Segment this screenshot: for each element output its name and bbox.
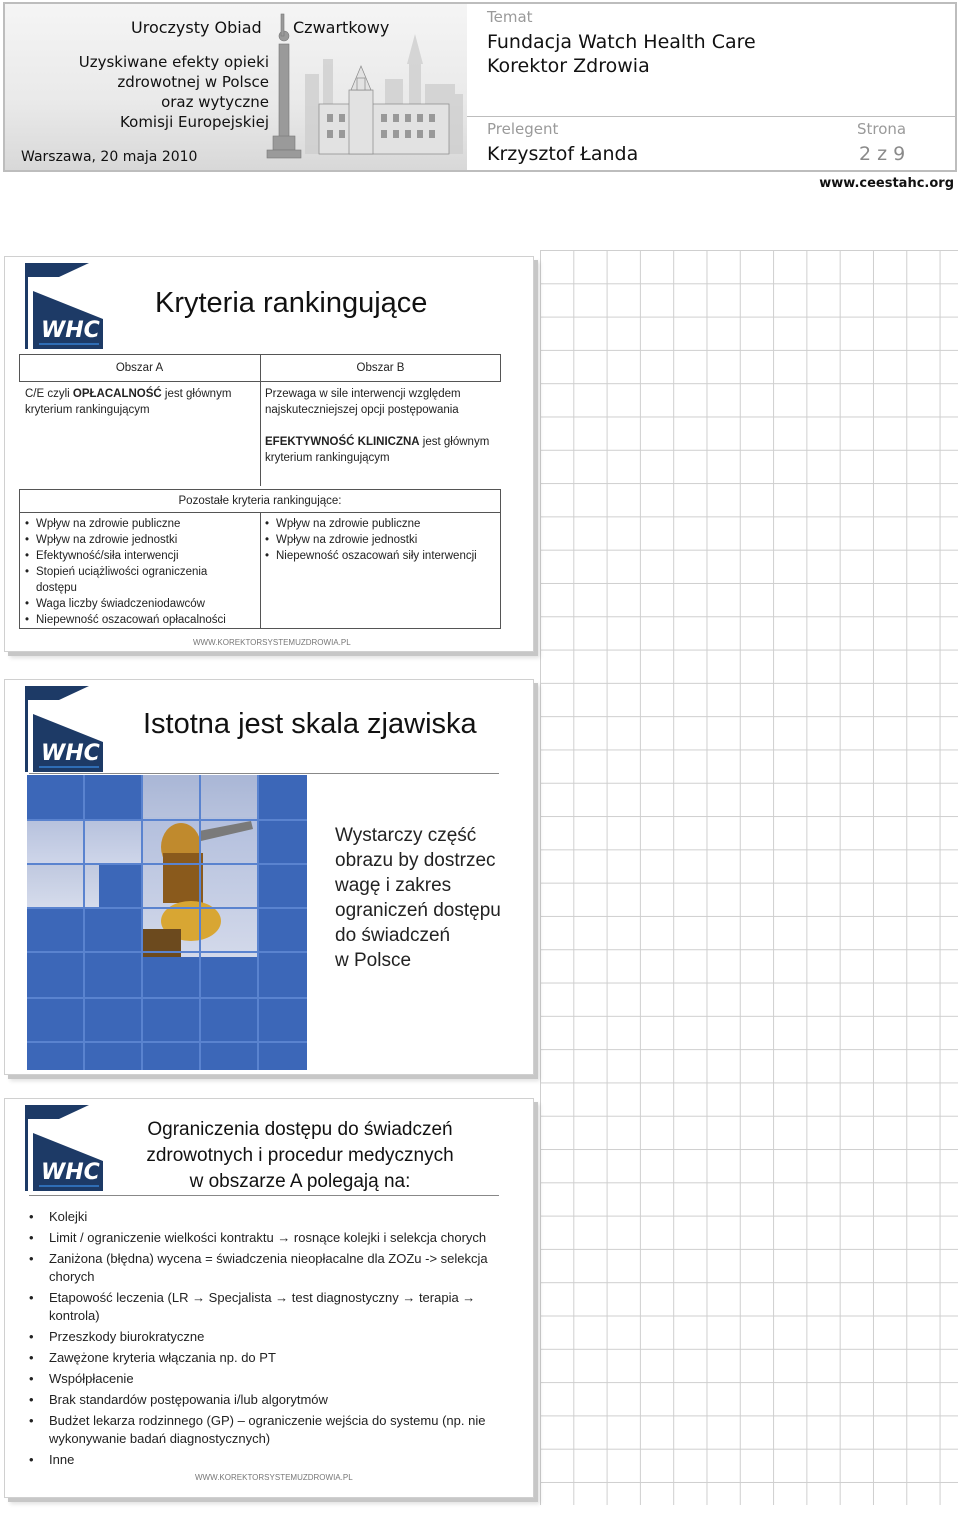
event-title-line1: Uroczysty Obiad [131, 18, 262, 37]
area-b-description: Przewaga w sile interwencji względem najskuteczniejszej opcji postępowania EFEKTYWNOŚĆ KLINICZNA jest głównym kryterium rankingującym [265, 388, 490, 464]
header-left-panel [5, 4, 467, 170]
text-line: obrazu by dostrzec [335, 850, 496, 871]
subtitle-line: Komisji Europejskiej [120, 113, 269, 131]
speaker-name: Krzysztof Łanda [487, 143, 639, 165]
list-item: • Inne [29, 1451, 499, 1469]
list-item: • Niepewność oszacowań siły interwencji [265, 548, 497, 564]
list-item: • Przeszkody biurokratyczne [29, 1328, 499, 1346]
list-item: • Brak standardów postępowania i/lub algorytmów [29, 1391, 499, 1409]
slide-footer-url: WWW.KOREKTORSYSTEMUZDROWIA.PL [193, 638, 351, 647]
other-criteria-header: Pozostałe kryteria rankingujące: [178, 495, 342, 507]
area-b-header: Obszar B [356, 362, 405, 374]
page-label: Strona [857, 120, 907, 138]
divider [260, 513, 261, 629]
header-banner [3, 2, 957, 172]
website-link[interactable]: www.ceestahc.org [819, 176, 954, 191]
header-divider [467, 116, 955, 117]
limitations-list [29, 1208, 499, 1472]
statue-mosaic-image [27, 775, 307, 1070]
event-subtitle [45, 52, 269, 132]
text-line: ograniczeń dostępu [335, 900, 501, 921]
slide-access-limitations [4, 1098, 534, 1498]
divider [260, 382, 261, 486]
speaker-label: Prelegent [487, 120, 559, 138]
slide-ranking-criteria [4, 256, 534, 652]
slide-title: Kryteria rankingujące [155, 287, 428, 319]
area-a-description: C/E czyli OPŁACALNOŚĆ jest głównym kryterium rankingującym [25, 388, 232, 416]
text-line: w Polsce [335, 950, 412, 971]
event-title-line2: Czwartkowy [293, 18, 390, 37]
title-underline [29, 773, 499, 774]
area-a-header: Obszar A [115, 362, 164, 374]
list-item: • Waga liczby świadczeniodawców [25, 596, 253, 612]
title-line: zdrowotnych i procedur medycznych [146, 1145, 454, 1166]
slide-title [145, 1117, 455, 1195]
text-line: wagę i zakres [335, 875, 452, 896]
svg-text:WHC: WHC [41, 318, 100, 343]
whc-logo-icon [19, 263, 105, 349]
topic-line: Fundacja Watch Health Care [487, 31, 756, 53]
text-line: Wystarczy część [335, 825, 477, 846]
other-criteria-a [25, 516, 253, 628]
other-criteria-b [265, 516, 497, 564]
title-underline [29, 1195, 499, 1196]
slide-body-text [335, 823, 501, 973]
whc-logo-icon [19, 1105, 105, 1191]
page-number: 2 z 9 [859, 143, 906, 165]
text-line: do świadczeń [335, 925, 451, 946]
list-item: • Kolejki [29, 1208, 499, 1226]
slide-scale-of-phenomenon [4, 679, 534, 1075]
list-item: • Budżet lekarza rodzinnego (GP) – ograniczenie wejścia do systemu (np. nie wykonywanie badań diagnostycznych) [29, 1412, 499, 1448]
list-item: • Wpływ na zdrowie publiczne [25, 516, 253, 532]
list-item: • Etapowość leczenia (LR → Specjalista → test diagnostyczny → terapia → kontrola) [29, 1289, 499, 1325]
list-item: • Limit / ograniczenie wielkości kontraktu → rosnące kolejki i selekcja chorych [29, 1229, 499, 1247]
topic-line: Korektor Zdrowia [487, 55, 650, 77]
notes-grid [540, 250, 958, 1505]
event-date: Warszawa, 20 maja 2010 [21, 149, 198, 165]
list-item: • Zaniżona (błędna) wycena = świadczenia nieopłacalne dla ZOZu -> selekcja chorych [29, 1250, 499, 1286]
subtitle-line: oraz wytyczne [161, 93, 269, 111]
list-item: • Wpływ na zdrowie publiczne [265, 516, 497, 532]
whc-logo-icon [19, 686, 105, 772]
list-item: • Efektywność/siła interwencji [25, 548, 253, 564]
topic-label: Temat [487, 8, 533, 26]
list-item: • Niepewność oszacowań opłacalności [25, 612, 253, 628]
topic-value [487, 30, 756, 78]
slide-footer-url: WWW.KOREKTORSYSTEMUZDROWIA.PL [195, 1473, 353, 1482]
list-item: • Zawężone kryteria włączania np. do PT [29, 1349, 499, 1367]
slide-title: Istotna jest skala zjawiska [143, 708, 477, 740]
subtitle-line: Uzyskiwane efekty opieki [78, 53, 269, 71]
svg-text:WHC: WHC [41, 741, 100, 766]
list-item: • Współpłacenie [29, 1370, 499, 1388]
list-item: • Wpływ na zdrowie jednostki [265, 532, 497, 548]
svg-text:WHC: WHC [41, 1160, 100, 1185]
title-line: w obszarze A polegają na: [189, 1171, 411, 1192]
subtitle-line: zdrowotnej w Polsce [117, 73, 269, 91]
list-item: • Wpływ na zdrowie jednostki [25, 532, 253, 548]
title-line: Ograniczenia dostępu do świadczeń [147, 1119, 453, 1140]
list-item: • Stopień uciążliwości ograniczenia dostępu [25, 564, 253, 596]
